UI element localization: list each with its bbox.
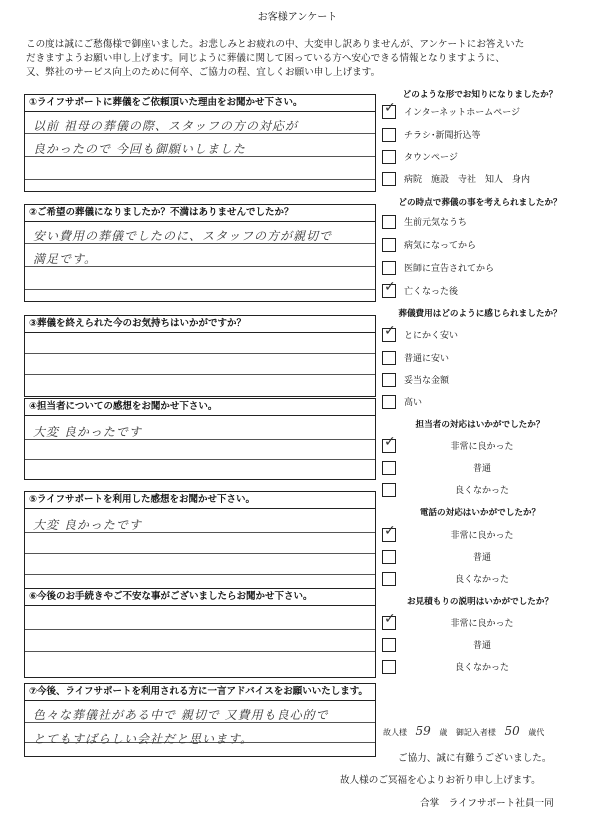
checkbox[interactable]	[382, 172, 396, 186]
option-row[interactable]	[382, 260, 582, 276]
answer-rule	[25, 574, 375, 575]
option-label: 普通	[472, 464, 491, 474]
check-icon: ✓	[384, 434, 396, 450]
question-box-7	[24, 683, 376, 757]
option-label: インターネットホームページ	[404, 108, 521, 118]
option-row[interactable]	[382, 214, 582, 230]
question-label: ⑤ライフサポートを利用した感想をお聞かせ下さい。	[25, 492, 375, 509]
question-label: ④担当者についての感想をお聞かせ下さい。	[25, 399, 375, 416]
option-heading: お見積もりの説明はいかがでしたか？	[406, 597, 554, 607]
handwritten-answer[interactable]: 以前 祖母の葬儀の際、スタッフの方の対応が	[33, 119, 298, 133]
option-row[interactable]	[382, 549, 582, 565]
option-heading: 葬儀費用はどのように感じられましたか？	[398, 309, 562, 319]
checkbox[interactable]	[382, 373, 396, 387]
intro-line: 又、弊社のサービス向上のために何卒、ご協力の程、宜しくお願い申し上げます。	[26, 67, 381, 78]
option-row[interactable]	[382, 571, 582, 587]
applicant-label: 御記入者様	[455, 728, 496, 737]
checkbox[interactable]	[382, 128, 396, 142]
question-box-6	[24, 588, 376, 678]
question-label: ③葬儀を終えられた今のお気持ちはいかがですか？	[25, 316, 375, 333]
option-label: チラシ･新聞折込等	[404, 131, 481, 141]
answer-rule	[25, 374, 375, 375]
option-row[interactable]	[382, 659, 582, 675]
answer-rule	[25, 553, 375, 554]
intro-text	[26, 38, 586, 80]
option-label: 普通	[472, 553, 491, 563]
option-row[interactable]	[382, 434, 582, 454]
check-icon: ✓	[384, 323, 396, 339]
question-box-1	[24, 94, 376, 192]
option-heading: 電話の対応はいかがでしたか？	[419, 508, 541, 518]
intro-line: この度は誠にご愁傷様で御座いました。お悲しみとお疲れの中、大変申し訳ありませんが、アンケートにお答えいた	[26, 39, 525, 50]
option-label: 良くなかった	[454, 575, 509, 585]
answer-rule	[25, 353, 375, 354]
option-row[interactable]	[382, 637, 582, 653]
option-label: 亡くなった後	[404, 287, 459, 297]
handwritten-answer[interactable]: 良かったので 今回も御願いしました	[33, 142, 246, 156]
check-icon: ✓	[384, 100, 396, 116]
option-label: 普通	[472, 641, 491, 651]
answer-rule	[25, 289, 375, 290]
condolence-text: 故人様のご冥福を心よりお祈り申し上げます。	[340, 775, 541, 786]
option-heading: どの時点で葬儀の事を考えられましたか？	[398, 198, 562, 208]
applicant-unit: 歳代	[528, 728, 545, 737]
applicant-age[interactable]: 50	[504, 724, 520, 738]
option-row[interactable]	[382, 350, 582, 366]
option-heading: どのような形でお知りになりましたか？	[402, 90, 558, 100]
question-box-4	[24, 398, 376, 480]
survey-title: お客様アンケート	[257, 12, 338, 23]
handwritten-answer[interactable]: 安い費用の葬儀でしたのに、スタッフの方が親切で	[33, 229, 333, 243]
option-row[interactable]	[382, 372, 582, 388]
question-label: ①ライフサポートに葬儀をご依頼頂いた理由をお聞かせ下さい。	[25, 95, 375, 112]
option-label: 医師に宣告されてから	[404, 264, 495, 274]
option-label: 病気になってから	[404, 241, 477, 251]
checkbox[interactable]	[382, 323, 396, 342]
checkbox[interactable]	[382, 100, 396, 119]
handwritten-answer[interactable]: 色々な葬儀社がある中で 親切で 又費用も良心的で	[33, 708, 329, 722]
question-label: ②ご希望の葬儀になりましたか？不満はありませんでしたか？	[25, 205, 375, 222]
option-row[interactable]	[382, 460, 582, 476]
question-box-3	[24, 315, 376, 397]
option-row[interactable]	[382, 127, 582, 143]
option-heading: 担当者の対応はいかがでしたか？	[415, 420, 545, 430]
check-icon: ✓	[384, 611, 396, 627]
checkbox[interactable]	[382, 395, 396, 409]
handwritten-answer[interactable]: とてもすばらしい会社だと思います。	[33, 732, 254, 746]
option-label: 妥当な金額	[404, 376, 450, 386]
handwritten-answer[interactable]: 大変 良かったです	[33, 518, 142, 532]
option-row[interactable]	[382, 482, 582, 498]
option-label: 普通に安い	[404, 354, 450, 364]
checkbox[interactable]	[382, 215, 396, 229]
option-label: 病院 施設 寺社 知人 身内	[404, 175, 531, 185]
option-label: 生前元気なうち	[404, 218, 468, 228]
option-row[interactable]	[382, 237, 582, 253]
answer-rule	[25, 629, 375, 630]
option-row[interactable]	[382, 523, 582, 543]
question-box-2	[24, 204, 376, 302]
option-label: 良くなかった	[454, 486, 509, 496]
check-icon: ✓	[384, 279, 396, 295]
checkbox[interactable]	[382, 351, 396, 365]
option-row[interactable]	[382, 323, 582, 343]
deceased-age[interactable]: 59	[415, 724, 431, 738]
question-box-5	[24, 491, 376, 589]
checkbox[interactable]	[382, 261, 396, 275]
age-fields	[383, 724, 544, 738]
option-row[interactable]	[382, 100, 582, 120]
option-row[interactable]	[382, 394, 582, 410]
question-label: ⑦今後、ライフサポートを利用される方に一言アドバイスをお願いいたします。	[25, 684, 375, 701]
option-label: タウンページ	[404, 153, 458, 163]
signature-text: 合掌 ライフサポート社員一同	[420, 798, 554, 809]
deceased-unit: 歳	[439, 728, 448, 737]
option-row[interactable]	[382, 149, 582, 165]
checkbox[interactable]	[382, 238, 396, 252]
option-label: 良くなかった	[454, 663, 509, 673]
deceased-label: 故人様	[383, 728, 407, 737]
option-row[interactable]	[382, 611, 582, 631]
option-label: 非常に良かった	[450, 619, 514, 629]
checkbox[interactable]	[382, 279, 396, 298]
question-label: ⑥今後のお手続きやご不安な事がございましたらお聞かせ下さい。	[25, 589, 375, 606]
answer-rule	[25, 179, 375, 180]
option-label: とにかく安い	[404, 331, 459, 341]
handwritten-answer[interactable]: 大変 良かったです	[33, 425, 142, 439]
option-label: 非常に良かった	[450, 531, 514, 541]
option-row[interactable]	[382, 171, 582, 187]
thanks-text: ご協力、誠に有難うございました。	[398, 753, 552, 764]
option-label: 高い	[404, 398, 423, 408]
intro-line: だきますようお願い申し上げます。同じように葬儀に関して困っている方へ安心できる情報となりますように、	[26, 53, 505, 64]
answer-rule	[25, 459, 375, 460]
handwritten-answer[interactable]: 満足です。	[33, 252, 98, 266]
answer-rule	[25, 651, 375, 652]
check-icon: ✓	[384, 523, 396, 539]
option-label: 非常に良かった	[450, 442, 514, 452]
checkbox[interactable]	[382, 150, 396, 164]
option-row[interactable]	[382, 279, 582, 299]
